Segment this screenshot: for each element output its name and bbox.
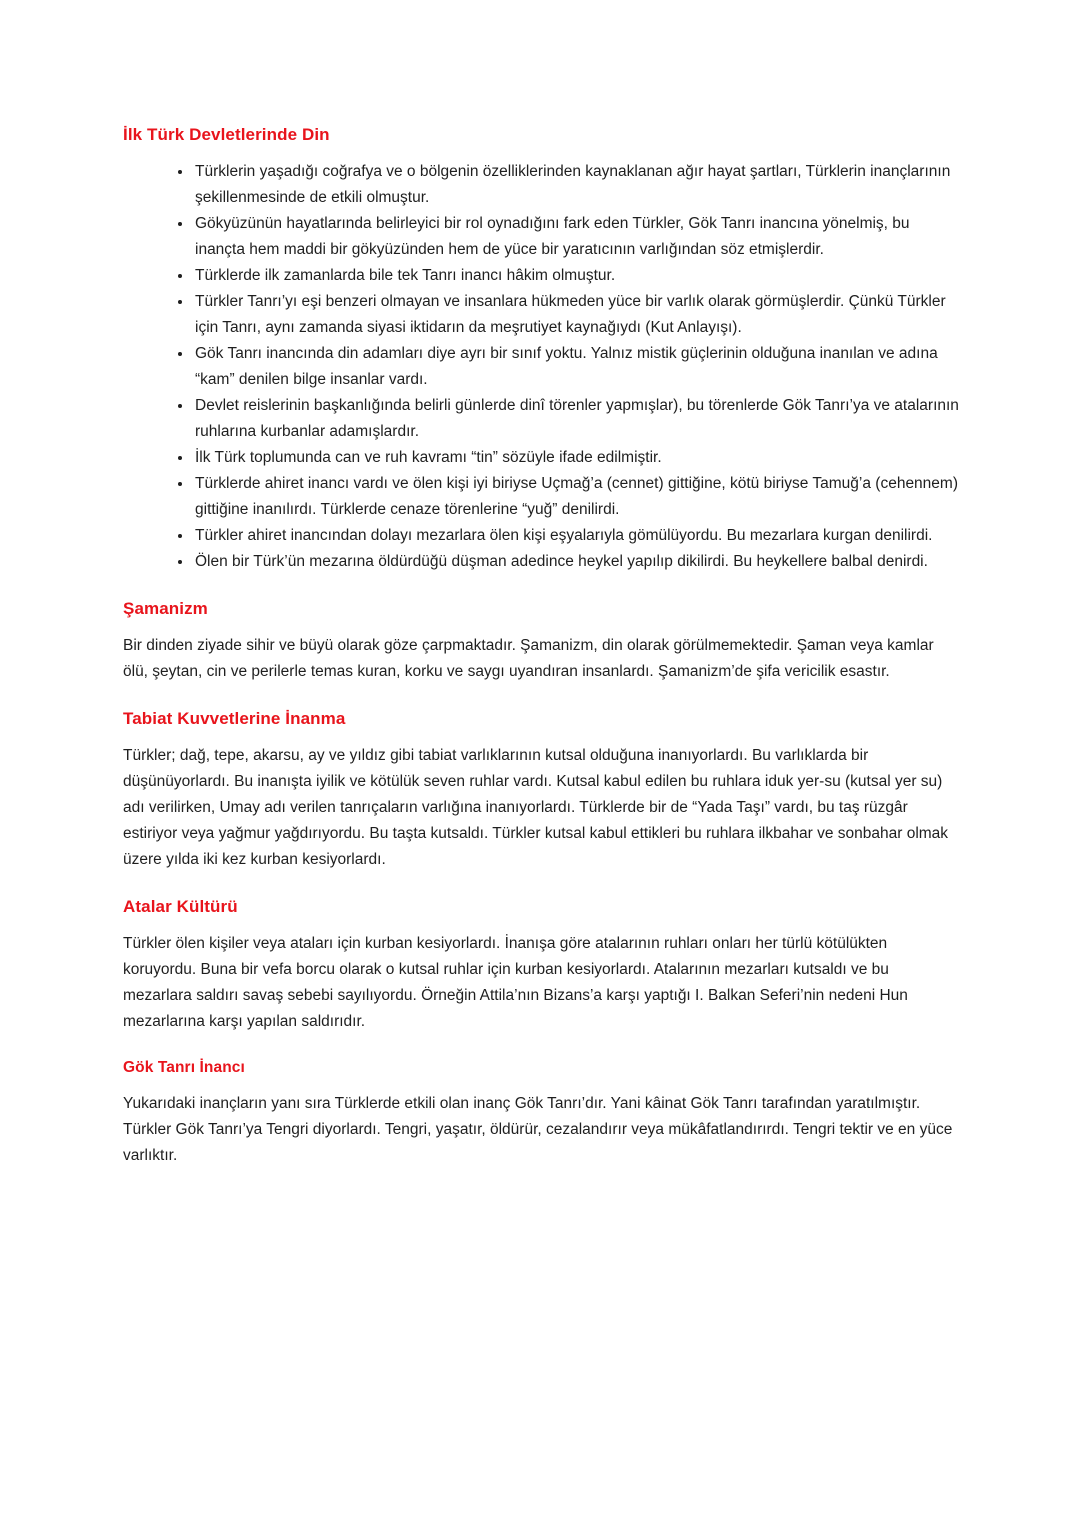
section-heading: İlk Türk Devletlerinde Din bbox=[123, 125, 330, 144]
section-gok-tanri-inanci bbox=[123, 1059, 960, 1169]
bullet-item: • İlk Türk toplumunda can ve ruh kavramı “tin” sözüyle ifade edilmiştir. bbox=[193, 445, 960, 471]
section-paragraph: Bir dinden ziyade sihir ve büyü olarak göze çarpmaktadır. Şamanizm, din olarak görülmemektedir. Şaman veya kamlar ölü, şeytan, cin ve perilerle temas kuran, korku ve saygı uyandıran insanlardı. Şamanizm’de şifa vericilik esastır. bbox=[123, 637, 934, 680]
section-heading: Gök Tanrı İnancı bbox=[123, 1059, 245, 1076]
bullet-item: • Ölen bir Türk’ün mezarına öldürdüğü düşman adedince heykel yapılıp dikilirdi. Bu heykellere balbal denirdi. bbox=[193, 549, 960, 575]
bullet-item: • Türkler Tanrı’yı eşi benzeri olmayan ve insanlara hükmeden yüce bir varlık olarak görmüşlerdir. Çünkü Türkler için Tanrı, aynı zamanda siyasi iktidarın da meşrutiyet kaynağıydı (Kut Anlayışı). bbox=[193, 289, 960, 341]
section-paragraph: Türkler ölen kişiler veya ataları için kurban kesiyorlardı. İnanışa göre atalarının ruhları onları her türlü kötülükten koruyordu. Buna bir vefa borcu olarak o kutsal ruhlar için kurban kesiyorlardı. Atalarının mezarları kutsaldı ve bu mezarlara saldırı savaş sebebi sayılıyordu. Örneğin Attila’nın Bizans’a karşı yaptığı I. Balkan Seferi’nin nedeni Hun mezarlarına karşı yapılan saldırıdır. bbox=[123, 935, 908, 1030]
section-heading: Tabiat Kuvvetlerine İnanma bbox=[123, 709, 346, 728]
bullet-item: • Gök Tanrı inancında din adamları diye ayrı bir sınıf yoktu. Yalnız mistik güçlerinin olduğuna inanılan ve adına “kam” denilen bilge insanlar vardı. bbox=[193, 341, 960, 393]
section-heading: Şamanizm bbox=[123, 599, 208, 618]
bullet-item: • Türkler ahiret inancından dolayı mezarlara ölen kişi eşyalarıyla gömülüyordu. Bu mezarlara kurgan denilirdi. bbox=[193, 523, 960, 549]
bullet-item: • Türklerin yaşadığı coğrafya ve o bölgenin özelliklerinden kaynaklanan ağır hayat şartları, Türklerin inançlarının şekillenmesinde de etkili olmuştur. bbox=[193, 159, 960, 211]
bullet-item: • Türklerde ahiret inancı vardı ve ölen kişi iyi biriyse Uçmağ’a (cennet) gittiğine, kötü biriyse Tamuğ’a (cehennem) gittiğine inanılırdı. Türklerde cenaze törenlerine “yuğ” denilirdi. bbox=[193, 471, 960, 523]
section-ilk-turk-devletlerinde-din bbox=[123, 125, 960, 575]
bullet-list bbox=[123, 159, 960, 575]
section-paragraph: Türkler; dağ, tepe, akarsu, ay ve yıldız gibi tabiat varlıklarının kutsal olduğuna inanıyorlardı. Bu varlıklarda bir düşünüyorlardı. Bu inanışta iyilik ve kötülük seven ruhlar vardı. Kutsal kabul edilen bu ruhlara iduk yer-su (kutsal yer su) adı verilirken, Umay adı verilen tanrıçaların varlığına inanıyorlardı. Türklerde bir de “Yada Taşı” vardı, bu taş rüzgâr estiriyor veya yağmur yağdırıyordu. Bu taşta kutsaldı. Türkler kutsal kabul ettikleri bu ruhlara ilkbahar ve sonbahar olmak üzere yılda iki kez kurban kesiyorlardı. bbox=[123, 747, 949, 868]
section-samanizm bbox=[123, 599, 960, 685]
section-tabiat-kuvvetlerine-inanma bbox=[123, 709, 960, 873]
bullet-item: • Türklerde ilk zamanlarda bile tek Tanrı inancı hâkim olmuştur. bbox=[193, 263, 960, 289]
section-heading: Atalar Kültürü bbox=[123, 897, 238, 916]
bullet-item: • Gökyüzünün hayatlarında belirleyici bir rol oynadığını fark eden Türkler, Gök Tanrı inancına yönelmiş, bu inançta hem maddi bir gökyüzünden hem de yüce bir yaratıcının varlığından söz etmişlerdir. bbox=[193, 211, 960, 263]
bullet-item: • Devlet reislerinin başkanlığında belirli günlerde dinî törenler yapmışlar), bu törenlerde Gök Tanrı’ya ve atalarının ruhlarına kurbanlar adamışlardır. bbox=[193, 393, 960, 445]
section-paragraph: Yukarıdaki inançların yanı sıra Türklerde etkili olan inanç Gök Tanrı’dır. Yani kâinat Gök Tanrı tarafından yaratılmıştır. Türkler Gök Tanrı’ya Tengri diyorlardı. Tengri, yaşatır, öldürür, cezalandırır veya mükâfatlandırırdı. Tengri tektir ve en yüce varlıktır. bbox=[123, 1095, 953, 1164]
section-atalar-kulturu bbox=[123, 897, 960, 1035]
